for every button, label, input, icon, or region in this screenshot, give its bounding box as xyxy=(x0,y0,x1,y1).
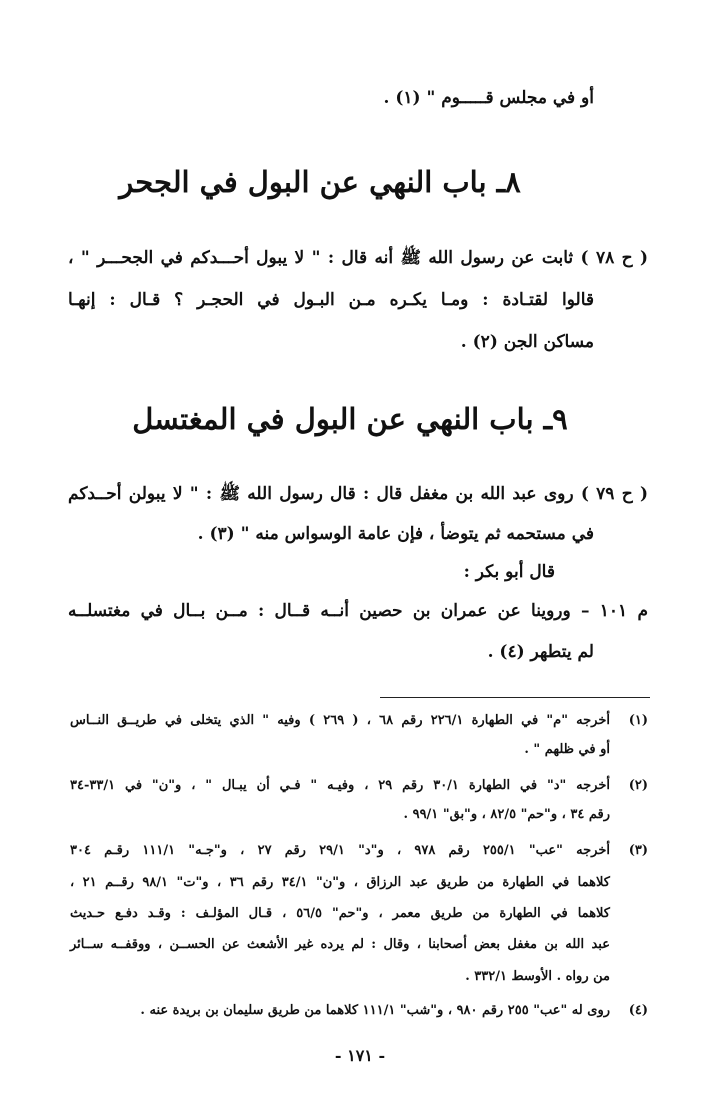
hadith-79-line-1: ( ح ٧٩ ) روى عبد الله بن مغفل قال : قال رسول الله ﷺ : " لا يبولن أحــدكم xyxy=(68,484,648,504)
hadith-78-line-1: ( ح ٧٨ ) ثابت عن رسول الله ﷺ أنه قال : " لا يبول أحـــدكم في الجحـــر " ، xyxy=(68,248,648,268)
body-line-continuation: أو في مجلس قـــــوم " (١) . xyxy=(383,88,594,108)
footnote-3-line-4: عبد الله بن مغفل بعض أصحابنا ، وقال : لم يرده غير الأشعث عن الحســن ، ووقفــه ســائر xyxy=(70,937,610,952)
footnote-separator xyxy=(380,697,650,698)
hadith-79-line-2: في مستحمه ثم يتوضأ ، فإن عامة الوسواس منه " (٣) . xyxy=(197,524,594,544)
footnote-number: (١) xyxy=(628,713,648,728)
mawquf-101-line-2: لم يتطهر (٤) . xyxy=(487,642,594,662)
hadith-78-line-2: قالوا لقتـادة : ومـا يكـره مـن البـول في الحجـر ؟ قـال : إنهـا xyxy=(68,290,594,310)
footnote-1-line-2: أو في ظلهم " . xyxy=(524,742,610,757)
hadith-78-line-3: مساكن الجن (٢) . xyxy=(460,332,594,352)
footnote-3-line-3: كلاهما في الطهارة من طريق معمر ، و"حم" ٥٦/٥ ، قـال المؤلـف : وقـد دفـع حـديث xyxy=(70,906,610,921)
footnote-number: (٣) xyxy=(628,843,648,858)
footnote-number: (٢) xyxy=(628,778,648,793)
chapter-heading-8: ٨ـ باب النهي عن البول في الجحر xyxy=(119,165,521,199)
page-number: - ١٧١ - xyxy=(334,1046,386,1065)
footnote-number: (٤) xyxy=(628,1003,648,1018)
footnote-3-line-2: كلاهما في الطهارة من طريق عبد الرزاق ، و"ن" ٣٤/١ رقم ٣٦ ، و"ت" ٩٨/١ رقــم ٢١ ، xyxy=(70,875,610,890)
footnote-3-line-1: أخرجه "عب" ٢٥٥/١ رقم ٩٧٨ ، و"د" ٢٩/١ رقم ٢٧ ، و"جـه" ١١١/١ رقـم ٣٠٤ xyxy=(70,843,610,858)
footnote-2-line-2: رقم ٣٤ ، و"حم" ٨٢/٥ ، و"بق" ٩٩/١ . xyxy=(403,807,610,822)
footnote-3-line-5: من رواه . الأوسط ٣٣٢/١ . xyxy=(465,969,610,984)
footnote-4-line-1: روى له "عب" ٢٥٥ رقم ٩٨٠ ، و"شب" ١١١/١ كلاهما من طريق سليمان بن بريدة عنه . xyxy=(140,1003,610,1018)
hadith-79-line-3: قال أبو بكر : xyxy=(463,562,555,582)
footnote-2-line-1: أخرجه "د" في الطهارة ٣٠/١ رقم ٢٩ ، وفيـه " فـي أن يبـال " ، و"ن" في ٣٣/١-٣٤ xyxy=(70,778,611,793)
mawquf-101-line-1: م ١٠١ – وروينا عن عمران بن حصين أنــه قــال : مــن بــال في مغتسلــه xyxy=(68,601,648,621)
footnote-1-line-1: أخرجه "م" في الطهارة ٢٢٦/١ رقم ٦٨ ، ( ٢٦٩ ) وفيه " الذي يتخلى في طريــق النــاس xyxy=(70,713,610,728)
chapter-heading-9: ٩ـ باب النهي عن البول في المغتسل xyxy=(132,402,568,436)
